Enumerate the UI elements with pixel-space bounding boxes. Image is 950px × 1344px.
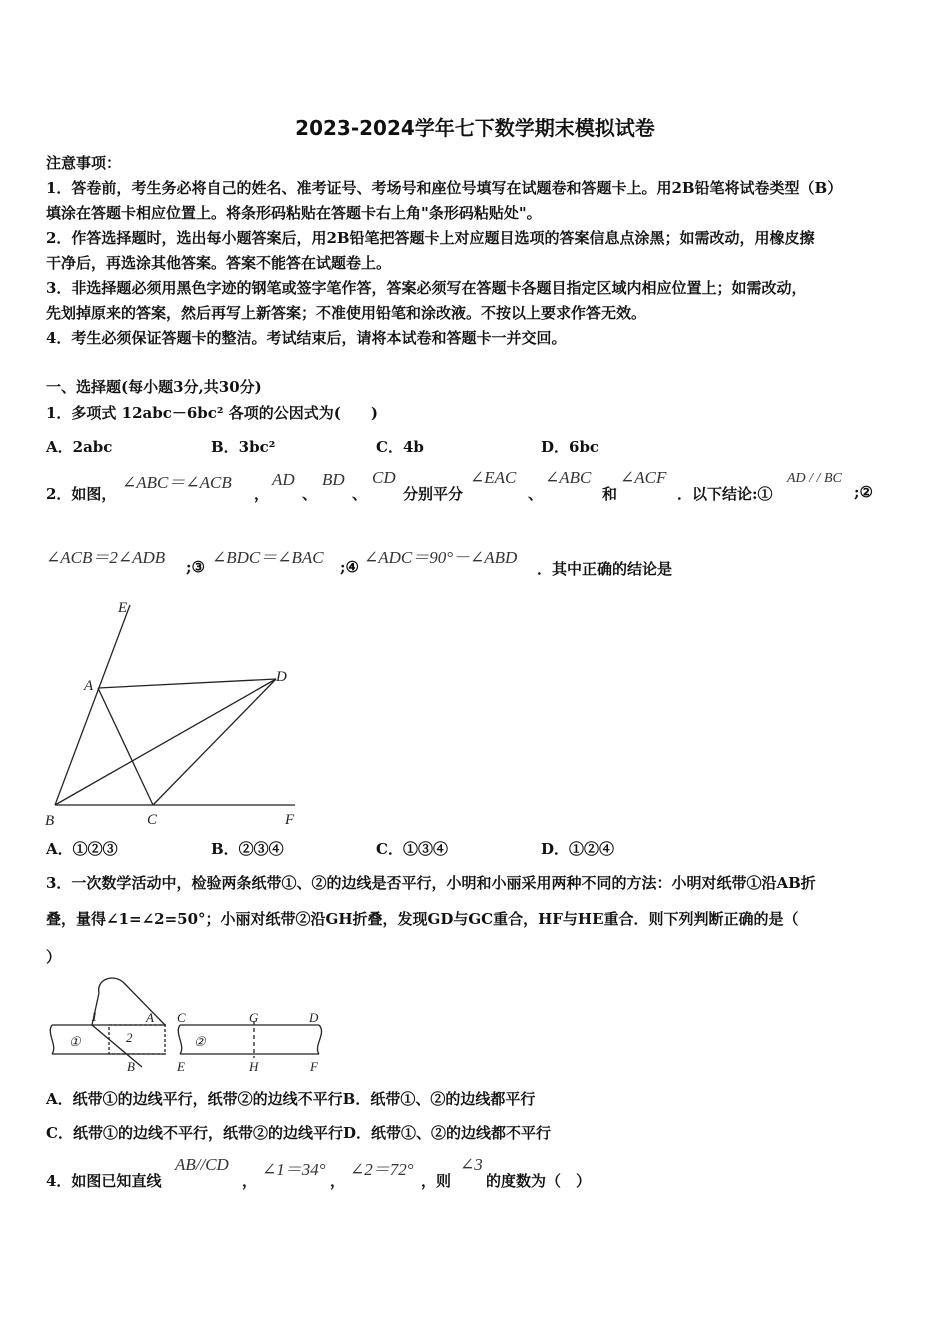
q2-math: ∠ABC	[545, 468, 592, 487]
q2-math: ∠ACB＝2∠ADB	[46, 548, 166, 567]
q1-option-a[interactable]: A．2abc	[46, 438, 113, 456]
label-e: E	[177, 1059, 185, 1074]
q2-text: ;②	[854, 483, 873, 501]
notice-line: 先划掉原来的答案，然后再写上新答案；不准使用铅笔和涂改液。不按以上要求作答无效。	[46, 304, 647, 322]
q2-math: ∠ACF	[620, 468, 667, 487]
label-strip-1: ①	[69, 1034, 81, 1049]
q1-stem: 1．多项式 12abc－6bc² 各项的公因式为( )	[46, 404, 378, 422]
page-title: 2023-2024学年七下数学期末模拟试卷	[295, 116, 655, 140]
label-c: C	[147, 812, 158, 828]
q2-math: ∠ADC＝90°－∠ABD	[364, 548, 518, 567]
label-1: 1	[91, 1009, 98, 1024]
label-g: G	[249, 1010, 259, 1025]
q4-sep: ，	[242, 1172, 258, 1190]
label-b: B	[127, 1059, 135, 1074]
label-d: D	[276, 669, 287, 685]
label-f: F	[310, 1059, 318, 1074]
q2-sep: 、	[302, 485, 318, 503]
notice-line: 干净后，再选涂其他答案。答案不能答在试题卷上。	[46, 254, 392, 272]
q2-option-c[interactable]: C．①③④	[376, 840, 448, 858]
label-strip-2: ②	[194, 1034, 206, 1049]
q3-stem-line: ）	[46, 948, 62, 966]
q3-options-row1[interactable]: A．纸带①的边线平行，纸带②的边线不平行B．纸带①、②的边线都平行	[46, 1090, 536, 1108]
q4-sep: ，	[330, 1172, 346, 1190]
q2-math: AD	[272, 470, 295, 489]
notice-line: 3．非选择题必须用黑色字迹的钢笔或签字笔作答，答案必须写在答题卡各题目指定区域内相应位置上；如需改动，	[46, 279, 807, 297]
label-b: B	[45, 813, 55, 829]
q2-text: 分别平分	[403, 485, 464, 503]
notice-line: 填涂在答题卡相应位置上。将条形码粘贴在答题卡右上角"条形码粘贴处"。	[46, 204, 542, 222]
q2-option-d[interactable]: D．①②④	[541, 840, 615, 858]
label-f: F	[285, 812, 295, 828]
q2-math: ∠ABC＝∠ACB	[122, 473, 232, 492]
q1-option-c[interactable]: C．4b	[376, 438, 424, 456]
q4-sep: ，则	[421, 1172, 452, 1190]
q2-number: 2．如图，	[46, 485, 117, 503]
label-e: E	[118, 600, 128, 616]
q1-option-b[interactable]: B．3bc²	[211, 438, 276, 456]
label-d: D	[309, 1010, 319, 1025]
q2-text: ;④	[340, 558, 359, 576]
notice-line: 2．作答选择题时，选出每小题答案后，用2B铅笔把答题卡上对应题目选项的答案信息点涂黑；如需改动，用橡皮擦	[46, 229, 815, 247]
segment-ad	[98, 679, 276, 688]
label-h: H	[249, 1059, 259, 1074]
q4-math: ∠2＝72°	[350, 1160, 414, 1179]
q2-text: 和	[602, 485, 618, 503]
q2-figure	[40, 595, 310, 830]
label-a: A	[84, 678, 94, 694]
label-2: 2	[126, 1030, 133, 1045]
q2-math: BD	[322, 470, 345, 489]
q2-option-b[interactable]: B．②③④	[211, 840, 284, 858]
q2-math: ∠BDC＝∠BAC	[212, 548, 324, 567]
q2-option-a[interactable]: A．①②③	[46, 840, 118, 858]
segment-bd	[55, 679, 276, 805]
q2-math: ∠EAC	[470, 468, 517, 487]
notice-heading: 注意事项：	[46, 154, 122, 172]
line-be	[55, 605, 130, 805]
label-a: A	[146, 1010, 154, 1025]
q2-text: ．其中正确的结论是	[537, 560, 673, 578]
section-heading: 一、选择题(每小题3分,共30分)	[46, 378, 262, 396]
q2-math: AD / / BC	[787, 471, 842, 486]
q3-figure	[44, 975, 334, 1075]
q4-math: ∠3	[460, 1155, 483, 1174]
q3-stem-line: 叠，量得∠1=∠2=50°；小丽对纸带②沿GH折叠，发现GD与GC重合，HF与HE重合．则下列判断正确的是（	[46, 910, 799, 928]
q2-sep: ，	[254, 485, 270, 503]
segment-ac	[98, 688, 153, 805]
q1-option-d[interactable]: D．6bc	[541, 438, 600, 456]
q2-sep: 、	[528, 485, 544, 503]
q3-options-row2[interactable]: C．纸带①的边线不平行，纸带②的边线平行D．纸带①、②的边线都不平行	[46, 1124, 551, 1142]
q2-text: ．以下结论:①	[677, 485, 773, 503]
q2-math: CD	[372, 468, 396, 487]
q4-math: ∠1＝34°	[262, 1160, 326, 1179]
q4-text: 的度数为（ ）	[486, 1172, 592, 1190]
label-c: C	[177, 1010, 186, 1025]
q2-text: ;③	[186, 558, 205, 576]
q2-sep: 、	[352, 485, 368, 503]
q3-stem-line: 3．一次数学活动中，检验两条纸带①、②的边线是否平行，小明和小丽采用两种不同的方法：小明对纸带①沿AB折	[46, 874, 816, 892]
q4-math: AB//CD	[175, 1155, 229, 1174]
segment-cd	[153, 679, 276, 805]
q4-number: 4．如图已知直线	[46, 1172, 162, 1190]
notice-line: 4．考生必须保证答题卡的整洁。考试结束后，请将本试卷和答题卡一并交回。	[46, 329, 567, 347]
notice-line: 1．答卷前，考生务必将自己的姓名、准考证号、考场号和座位号填写在试题卷和答题卡上。用2B铅笔将试卷类型（B）	[46, 179, 843, 197]
